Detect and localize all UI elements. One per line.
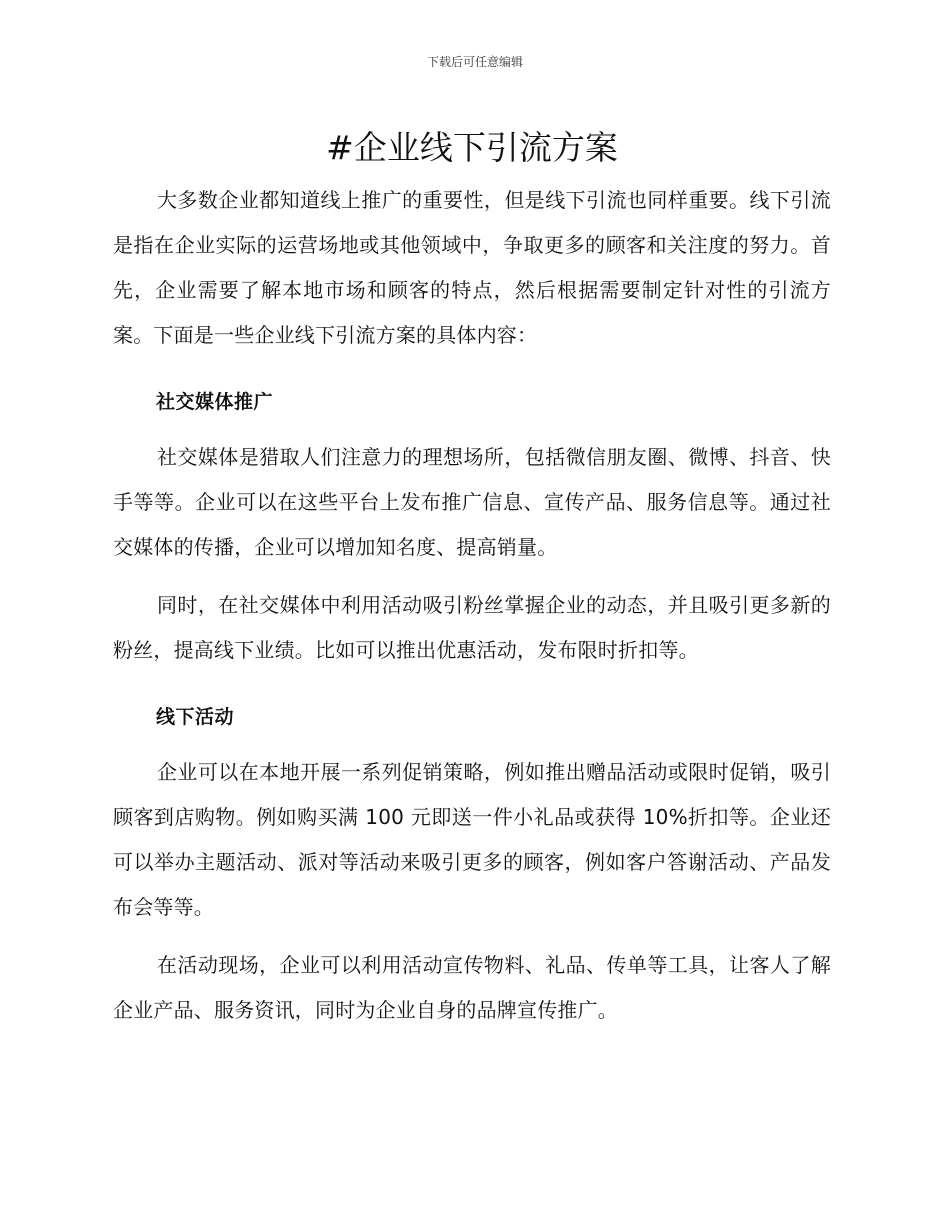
spacer <box>113 358 831 371</box>
section-paragraph: 社交媒体是猎取人们注意力的理想场所，包括微信朋友圈、微博、抖音、快手等等。企业可以在这些平台上发布推广信息、宣传产品、服务信息等。通过社交媒体的传播，企业可以增加知名度、提高销量。 <box>113 445 831 559</box>
section-heading: 社交媒体推广 <box>156 391 274 413</box>
section-paragraph: 同时，在社交媒体中利用活动吸引粉丝掌握企业的动态，并且吸引更多新的粉丝，提高线下业绩。比如可以推出优惠活动，发布限时折扣等。 <box>113 593 831 662</box>
document-title: #企业线下引流方案 <box>326 128 618 167</box>
section-social-media <box>113 385 831 673</box>
intro-paragraph: 大多数企业都知道线上推广的重要性，但是线下引流也同样重要。线下引流是指在企业实际的运营场地或其他领域中，争取更多的顾客和关注度的努力。首先，企业需要了解本地市场和顾客的特点，然后根据需要制定针对性的引流方案。下面是一些企业线下引流方案的具体内容： <box>113 188 831 347</box>
spacer <box>113 930 831 943</box>
spacer <box>113 570 831 583</box>
header-note: 下载后可任意编辑 <box>426 55 523 69</box>
document-body <box>113 124 831 1033</box>
section-offline-events <box>113 700 831 1033</box>
section-heading: 线下活动 <box>156 706 235 728</box>
section-paragraph: 在活动现场，企业可以利用活动宣传物料、礼品、传单等工具，让客人了解企业产品、服务资讯，同时为企业自身的品牌宣传推广。 <box>113 953 831 1022</box>
section-paragraph: 企业可以在本地开展一系列促销策略，例如推出赠品活动或限时促销，吸引顾客到店购物。例如购买满 100 元即送一件小礼品或获得 10%折扣等。企业还可以举办主题活动、派对等活动来吸引更多的顾客，例如客户答谢活动、产品发布会等等。 <box>113 760 831 919</box>
spacer <box>113 673 831 686</box>
